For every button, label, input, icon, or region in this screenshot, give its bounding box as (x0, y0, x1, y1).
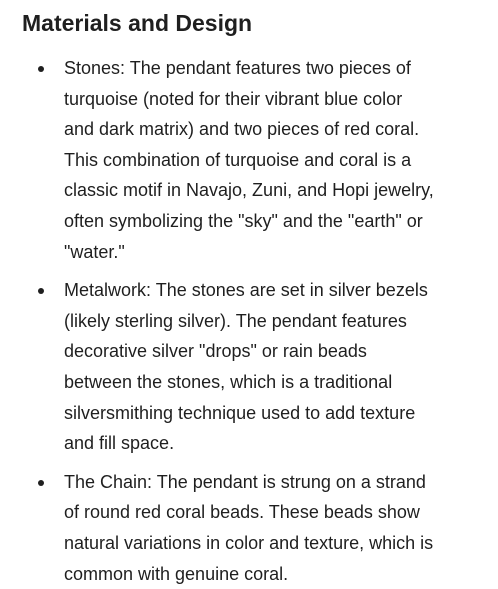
section-heading: Materials and Design (22, 8, 252, 38)
text-line: natural variations in color and texture, which is (64, 528, 476, 559)
text-line: and fill space. (64, 428, 476, 459)
text-line: common with genuine coral. (64, 559, 476, 589)
list-item-metalwork (0, 275, 498, 459)
text-line: This combination of turquoise and coral is a (64, 145, 476, 176)
text-line: decorative silver "drops" or rain beads (64, 336, 476, 367)
bullet-icon (38, 480, 44, 486)
text-line: between the stones, which is a traditional (64, 367, 476, 398)
text-line: "water." (64, 237, 476, 268)
text-line: (likely sterling silver). The pendant features (64, 306, 476, 337)
bullet-icon (38, 288, 44, 294)
materials-list (0, 53, 498, 589)
text-line: The Chain: The pendant is strung on a strand (64, 467, 476, 498)
bullet-icon (38, 66, 44, 72)
text-line: and dark matrix) and two pieces of red coral. (64, 114, 476, 145)
list-item-stones (0, 53, 498, 267)
text-line: Stones: The pendant features two pieces of (64, 53, 476, 84)
text-line: turquoise (noted for their vibrant blue color (64, 84, 476, 115)
text-line: classic motif in Navajo, Zuni, and Hopi jewelry, (64, 175, 476, 206)
text-line: of round red coral beads. These beads show (64, 497, 476, 528)
text-line: Metalwork: The stones are set in silver bezels (64, 275, 476, 306)
list-item-chain (0, 467, 498, 589)
text-line: often symbolizing the "sky" and the "earth" or (64, 206, 476, 237)
text-line: silversmithing technique used to add texture (64, 398, 476, 429)
